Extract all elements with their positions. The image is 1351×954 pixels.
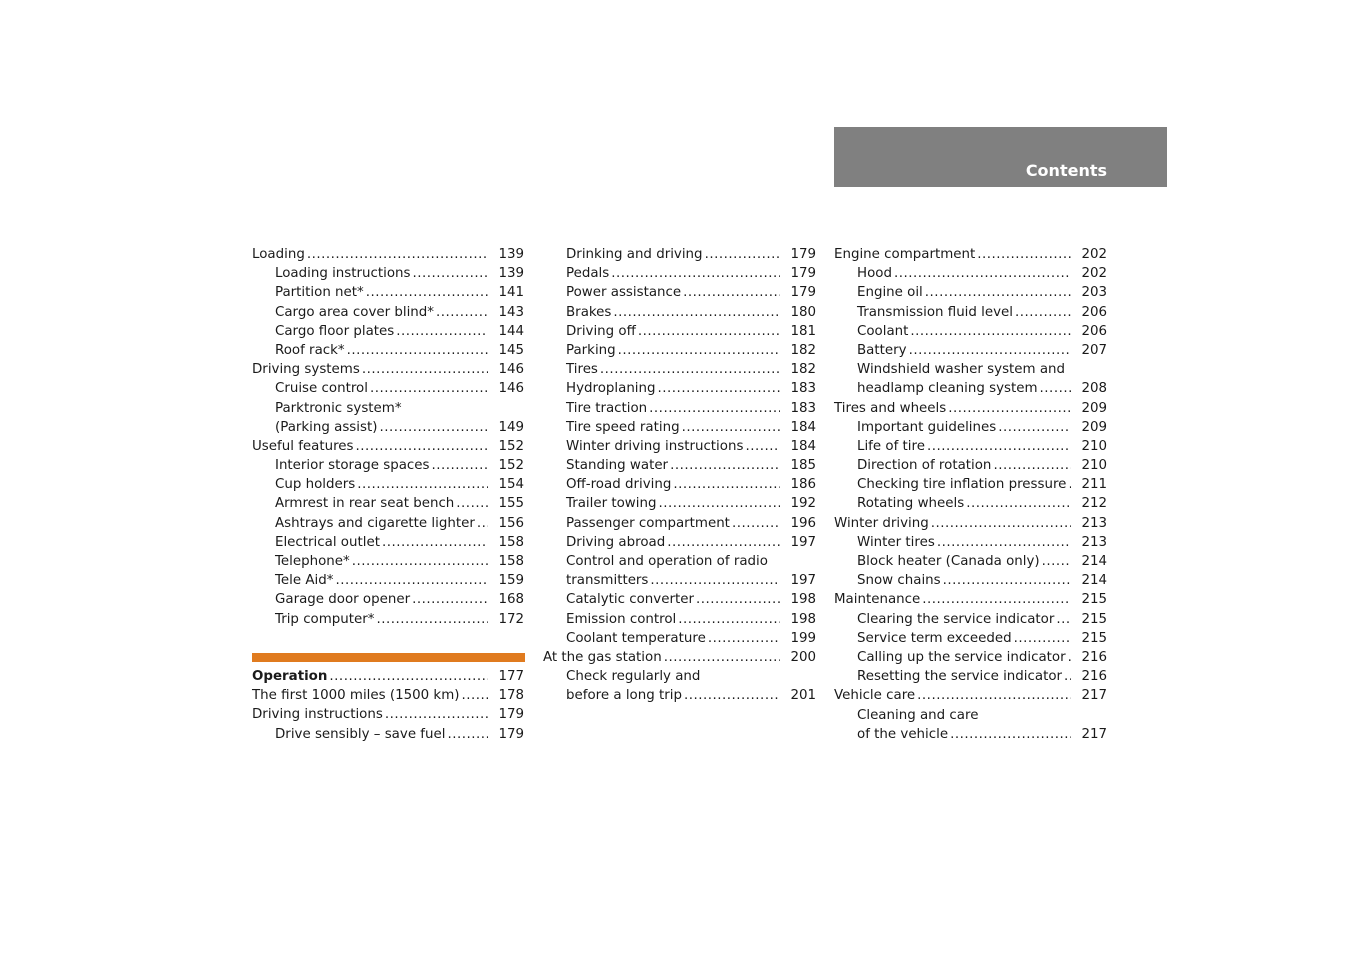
toc-entry-label: Interior storage spaces xyxy=(275,458,430,474)
toc-entry[interactable] xyxy=(543,686,816,705)
toc-entry-label: (Parking assist) xyxy=(275,419,378,435)
toc-entry[interactable] xyxy=(543,667,816,686)
leader-dots xyxy=(461,686,488,705)
toc-entry-page: 216 xyxy=(1081,649,1107,665)
leader-dots xyxy=(362,360,488,379)
toc-entry-page: 182 xyxy=(790,362,816,378)
leader-dots xyxy=(909,341,1071,360)
toc-entry-page: 159 xyxy=(498,573,524,589)
toc-entry[interactable] xyxy=(834,667,1107,686)
leader-dots xyxy=(977,245,1071,264)
toc-entry-label: Telephone* xyxy=(275,554,350,569)
toc-entry-page: 201 xyxy=(790,688,816,704)
leader-dots xyxy=(477,514,488,533)
toc-entry-label: Operation xyxy=(252,669,328,684)
toc-entry-page: 203 xyxy=(1081,285,1107,301)
toc-entry-label: At the gas station xyxy=(543,649,662,665)
toc-entry-label: Partition net* xyxy=(275,285,364,301)
leader-dots xyxy=(447,725,488,744)
toc-entry-page: 179 xyxy=(790,266,816,282)
leader-dots xyxy=(696,590,780,609)
toc-entry-label: Cruise control xyxy=(275,381,368,397)
toc-entry[interactable] xyxy=(834,590,1107,609)
toc-entry-page: 146 xyxy=(498,381,524,397)
toc-entry-page: 207 xyxy=(1081,342,1107,358)
toc-entry[interactable] xyxy=(834,456,1107,475)
toc-entry[interactable] xyxy=(834,322,1107,341)
leader-dots xyxy=(382,533,488,552)
toc-entry[interactable] xyxy=(543,264,816,283)
toc-entry-label: Resetting the service indicator xyxy=(857,669,1063,685)
toc-entry[interactable] xyxy=(252,705,524,724)
leader-dots xyxy=(966,494,1071,513)
toc-entry-page: 152 xyxy=(498,458,524,474)
toc-entry-label: Engine compartment xyxy=(834,247,976,262)
toc-entry-label: Cargo area cover blind* xyxy=(275,304,434,320)
toc-entry[interactable] xyxy=(252,571,524,590)
leader-dots xyxy=(927,437,1071,456)
toc-entry[interactable] xyxy=(834,283,1107,302)
toc-entry[interactable] xyxy=(834,264,1107,283)
leader-dots xyxy=(335,571,488,590)
toc-entry-label: Parktronic system* xyxy=(275,400,402,416)
toc-column-3 xyxy=(834,245,1107,744)
toc-entry[interactable] xyxy=(834,418,1107,437)
toc-entry-page: 179 xyxy=(498,726,524,742)
toc-entry-page: 158 xyxy=(498,554,524,569)
toc-entry[interactable] xyxy=(252,514,524,533)
toc-entry-page: 215 xyxy=(1081,611,1107,627)
toc-entry-page: 217 xyxy=(1081,688,1107,704)
toc-entry-label: Hood xyxy=(857,266,892,282)
header-bar xyxy=(834,127,1167,187)
toc-entry[interactable] xyxy=(834,437,1107,456)
toc-entry-page: 186 xyxy=(790,477,816,493)
toc-entry[interactable] xyxy=(834,514,1107,533)
toc-entry[interactable] xyxy=(252,552,524,571)
leader-dots xyxy=(379,418,488,437)
toc-entry-label: of the vehicle xyxy=(857,726,949,742)
toc-entry-page: 200 xyxy=(790,649,816,665)
toc-entry-label: Loading xyxy=(252,247,305,262)
toc-entry[interactable] xyxy=(834,648,1107,667)
toc-entry[interactable] xyxy=(252,399,524,418)
leader-dots xyxy=(1068,648,1071,667)
toc-entry-label: Rotating wheels xyxy=(857,496,965,512)
toc-entry-page: 182 xyxy=(790,342,816,358)
toc-entry-label: Parking xyxy=(566,342,616,358)
toc-entry[interactable] xyxy=(543,552,816,571)
toc-entry-page: 197 xyxy=(790,534,816,550)
toc-entry-label: Driving systems xyxy=(252,362,360,378)
toc-entry-page: 215 xyxy=(1081,592,1107,608)
toc-entry-page: 197 xyxy=(790,573,816,589)
toc-entry[interactable] xyxy=(543,341,816,360)
toc-entry[interactable] xyxy=(834,533,1107,552)
leader-dots xyxy=(600,360,780,379)
toc-entry-page: 172 xyxy=(498,611,524,627)
leader-dots xyxy=(1056,610,1071,629)
toc-entry-label: Trailer towing xyxy=(566,496,657,512)
toc-entry-page: 146 xyxy=(498,362,524,378)
toc-entry-page: 180 xyxy=(790,304,816,320)
toc-entry[interactable] xyxy=(834,686,1107,705)
toc-entry-page: 181 xyxy=(790,323,816,339)
toc-column-2 xyxy=(543,245,816,706)
leader-dots xyxy=(667,533,780,552)
leader-dots xyxy=(650,571,780,590)
toc-entry-label: Clearing the service indicator xyxy=(857,611,1055,627)
toc-entry[interactable] xyxy=(252,725,524,744)
toc-entry[interactable] xyxy=(252,456,524,475)
toc-entry[interactable] xyxy=(252,437,524,456)
leader-dots xyxy=(352,552,488,571)
leader-dots xyxy=(413,264,488,283)
toc-entry-page: 199 xyxy=(790,630,816,646)
toc-entry-page: 214 xyxy=(1081,554,1107,569)
toc-entry[interactable] xyxy=(543,629,816,648)
toc-entry-label: Drinking and driving xyxy=(566,247,703,262)
toc-entry-label: before a long trip xyxy=(566,688,682,704)
toc-entry[interactable] xyxy=(543,648,816,667)
toc-entry-label: Engine oil xyxy=(857,285,923,301)
toc-entry-label: Tire traction xyxy=(566,400,648,416)
leader-dots xyxy=(370,379,488,398)
toc-entry[interactable] xyxy=(834,571,1107,590)
toc-entry-label: Electrical outlet xyxy=(275,534,380,550)
toc-entry[interactable] xyxy=(834,341,1107,360)
toc-entry-page: 192 xyxy=(790,496,816,512)
leader-dots xyxy=(412,590,488,609)
toc-entry-label: Loading instructions xyxy=(275,266,411,282)
toc-entry-label: Snow chains xyxy=(857,573,941,589)
toc-entry-label: Tele Aid* xyxy=(275,573,334,589)
toc-entry-label: The first 1000 miles (1500 km) xyxy=(252,688,460,704)
toc-entry-label: Cargo floor plates xyxy=(275,323,395,339)
toc-entry-page: 216 xyxy=(1081,669,1107,685)
leader-dots xyxy=(1068,475,1071,494)
toc-entry-page: 139 xyxy=(498,266,524,282)
toc-entry[interactable] xyxy=(543,494,816,513)
leader-dots xyxy=(1014,629,1071,648)
leader-dots xyxy=(1015,303,1071,322)
toc-entry-page: 149 xyxy=(498,419,524,435)
toc-entry-label: Garage door opener xyxy=(275,592,411,608)
toc-entry-label: headlamp cleaning system xyxy=(857,381,1038,397)
toc-entry[interactable] xyxy=(252,610,524,629)
toc-entry-label: Winter tires xyxy=(857,534,935,550)
toc-entry-label: Coolant temperature xyxy=(566,630,706,646)
toc-entry-label: Coolant xyxy=(857,323,909,339)
toc-entry-label: Power assistance xyxy=(566,285,682,301)
leader-dots xyxy=(705,245,780,264)
toc-entry-page: 202 xyxy=(1081,266,1107,282)
leader-dots xyxy=(682,418,780,437)
toc-entry[interactable] xyxy=(834,494,1107,513)
toc-entry-label: Passenger compartment xyxy=(566,515,730,531)
toc-entry-label: Maintenance xyxy=(834,592,921,608)
toc-entry-label: Block heater (Canada only) xyxy=(857,554,1040,569)
toc-entry-label: Vehicle care xyxy=(834,688,916,704)
leader-dots xyxy=(931,514,1071,533)
toc-entry-label: Driving off xyxy=(566,323,636,339)
toc-entry-page: 210 xyxy=(1081,438,1107,454)
toc-entry-page: 144 xyxy=(498,323,524,339)
toc-entry-page: 217 xyxy=(1081,726,1107,742)
toc-entry-page: 184 xyxy=(790,419,816,435)
toc-entry-label: Transmission fluid level xyxy=(857,304,1013,320)
toc-entry[interactable] xyxy=(543,610,816,629)
toc-entry[interactable] xyxy=(834,379,1107,398)
toc-entry[interactable] xyxy=(252,475,524,494)
leader-dots xyxy=(385,705,488,724)
toc-entry-page: 139 xyxy=(498,247,524,262)
toc-entry[interactable] xyxy=(834,725,1107,744)
toc-entry-page: 185 xyxy=(790,458,816,474)
leader-dots xyxy=(917,686,1071,705)
toc-entry-label: Service term exceeded xyxy=(857,630,1012,646)
toc-entry[interactable] xyxy=(834,629,1107,648)
toc-entry-page: 143 xyxy=(498,304,524,320)
toc-entry-label: Pedals xyxy=(566,266,610,282)
toc-entry[interactable] xyxy=(252,360,524,379)
leader-dots xyxy=(658,379,780,398)
toc-entry-page: 209 xyxy=(1081,400,1107,416)
toc-entry[interactable] xyxy=(252,533,524,552)
toc-entry[interactable] xyxy=(834,245,1107,264)
toc-entry[interactable] xyxy=(252,418,524,437)
toc-entry-page: 141 xyxy=(498,285,524,301)
toc-entry-page: 152 xyxy=(498,438,524,454)
toc-entry-label: Checking tire inflation pressure xyxy=(857,477,1067,493)
toc-entry-page: 178 xyxy=(498,688,524,704)
leader-dots xyxy=(357,475,488,494)
toc-entry-label: Life of tire xyxy=(857,438,925,454)
toc-entry[interactable] xyxy=(834,610,1107,629)
toc-entry-label: Drive sensibly – save fuel xyxy=(275,726,446,742)
toc-entry-label: Driving instructions xyxy=(252,707,383,723)
toc-entry-label: Direction of rotation xyxy=(857,458,992,474)
leader-dots xyxy=(396,322,488,341)
toc-entry[interactable] xyxy=(543,360,816,379)
toc-column-1 xyxy=(252,245,524,629)
toc-entry-label: Driving abroad xyxy=(566,534,666,550)
toc-entry[interactable] xyxy=(834,399,1107,418)
leader-dots xyxy=(993,456,1071,475)
toc-entry-page: 183 xyxy=(790,400,816,416)
toc-entry[interactable] xyxy=(543,456,816,475)
toc-entry-page: 215 xyxy=(1081,630,1107,646)
leader-dots xyxy=(611,264,780,283)
leader-dots xyxy=(683,283,780,302)
toc-entry-page: 179 xyxy=(498,707,524,723)
leader-dots xyxy=(347,341,488,360)
toc-entry-page: 177 xyxy=(498,669,524,684)
toc-entry-label: Control and operation of radio xyxy=(566,554,768,569)
toc-entry-label: Cup holders xyxy=(275,477,356,493)
toc-entry-page: 211 xyxy=(1081,477,1107,493)
toc-entry[interactable] xyxy=(252,341,524,360)
toc-entry[interactable] xyxy=(834,706,1107,725)
leader-dots xyxy=(673,475,780,494)
toc-entry-page: 213 xyxy=(1081,534,1107,550)
leader-dots xyxy=(922,590,1071,609)
toc-entry-label: Brakes xyxy=(566,304,612,320)
toc-entry[interactable] xyxy=(834,360,1107,379)
toc-entry[interactable] xyxy=(543,571,816,590)
toc-entry[interactable] xyxy=(252,686,524,705)
toc-entry[interactable] xyxy=(252,379,524,398)
leader-dots xyxy=(436,303,488,322)
leader-dots xyxy=(376,610,488,629)
toc-entry-label: Ashtrays and cigarette lighter xyxy=(275,515,475,531)
leader-dots xyxy=(950,725,1071,744)
toc-entry-page: 208 xyxy=(1081,381,1107,397)
toc-entry[interactable] xyxy=(834,552,1107,571)
toc-entry[interactable] xyxy=(834,303,1107,322)
toc-entry-page: 168 xyxy=(498,592,524,608)
toc-entry-page: 212 xyxy=(1081,496,1107,512)
toc-entry-page: 206 xyxy=(1081,323,1107,339)
toc-entry[interactable] xyxy=(834,475,1107,494)
leader-dots xyxy=(649,399,780,418)
toc-entry-page: 209 xyxy=(1081,419,1107,435)
leader-dots xyxy=(745,437,780,456)
toc-entry-label: Trip computer* xyxy=(275,611,375,627)
toc-entry-page: 184 xyxy=(790,438,816,454)
toc-entry-label: Armrest in rear seat bench xyxy=(275,496,455,512)
toc-entry-page: 156 xyxy=(498,515,524,531)
toc-entry-label: transmitters xyxy=(566,573,649,589)
toc-entry[interactable] xyxy=(252,322,524,341)
leader-dots xyxy=(894,264,1071,283)
toc-entry[interactable] xyxy=(543,379,816,398)
leader-dots xyxy=(678,610,780,629)
toc-entry[interactable] xyxy=(543,322,816,341)
toc-entry-label: Winter driving xyxy=(834,515,929,531)
leader-dots xyxy=(937,533,1071,552)
leader-dots xyxy=(1042,552,1071,571)
leader-dots xyxy=(925,283,1071,302)
leader-dots xyxy=(948,399,1071,418)
toc-entry-label: Windshield washer system and xyxy=(857,362,1066,378)
leader-dots xyxy=(910,322,1071,341)
toc-entry-page: 198 xyxy=(790,592,816,608)
toc-entry[interactable] xyxy=(543,533,816,552)
toc-entry-label: Off-road driving xyxy=(566,477,672,493)
toc-entry[interactable] xyxy=(252,667,524,686)
toc-entry-label: Tires xyxy=(566,362,598,378)
toc-entry[interactable] xyxy=(252,245,524,264)
toc-entry[interactable] xyxy=(543,418,816,437)
toc-entry-page: 206 xyxy=(1081,304,1107,320)
toc-entry[interactable] xyxy=(543,283,816,302)
toc-entry[interactable] xyxy=(543,437,816,456)
leader-dots xyxy=(613,303,780,322)
leader-dots xyxy=(329,667,488,686)
toc-entry-label: Emission control xyxy=(566,611,677,627)
toc-entry[interactable] xyxy=(543,399,816,418)
toc-entry-label: Hydroplaning xyxy=(566,381,656,397)
toc-entry[interactable] xyxy=(543,514,816,533)
leader-dots xyxy=(684,686,780,705)
toc-entry-page: 145 xyxy=(498,342,524,358)
leader-dots xyxy=(618,341,780,360)
leader-dots xyxy=(943,571,1071,590)
toc-entry[interactable] xyxy=(252,264,524,283)
leader-dots xyxy=(307,245,488,264)
toc-entry-page: 202 xyxy=(1081,247,1107,262)
leader-dots xyxy=(432,456,489,475)
toc-entry-page: 213 xyxy=(1081,515,1107,531)
toc-entry[interactable] xyxy=(543,475,816,494)
toc-entry-page: 179 xyxy=(790,247,816,262)
toc-entry-label: Battery xyxy=(857,342,907,358)
leader-dots xyxy=(664,648,780,667)
toc-entry-label: Calling up the service indicator xyxy=(857,649,1066,665)
leader-dots xyxy=(708,629,780,648)
toc-entry-page: 210 xyxy=(1081,458,1107,474)
leader-dots xyxy=(356,437,488,456)
toc-entry-label: Roof rack* xyxy=(275,342,345,358)
toc-entry[interactable] xyxy=(252,590,524,609)
toc-entry-page: 179 xyxy=(790,285,816,301)
leader-dots xyxy=(998,418,1071,437)
toc-entry-page: 154 xyxy=(498,477,524,493)
leader-dots xyxy=(638,322,780,341)
leader-dots xyxy=(456,494,488,513)
toc-entry[interactable] xyxy=(543,245,816,264)
toc-entry-label: Catalytic converter xyxy=(566,592,694,608)
toc-entry-page: 183 xyxy=(790,381,816,397)
page-title: Contents xyxy=(1025,161,1107,180)
toc-entry-label: Tire speed rating xyxy=(566,419,680,435)
toc-entry-label: Cleaning and care xyxy=(857,707,979,723)
toc-column-1-operation xyxy=(252,667,524,744)
toc-entry-label: Winter driving instructions xyxy=(566,438,744,454)
toc-entry[interactable] xyxy=(252,303,524,322)
toc-entry-page: 196 xyxy=(790,515,816,531)
toc-entry-label: Standing water xyxy=(566,458,669,474)
leader-dots xyxy=(658,494,780,513)
toc-entry-label: Tires and wheels xyxy=(834,400,947,416)
toc-entry-label: Useful features xyxy=(252,438,354,454)
toc-entry-page: 155 xyxy=(498,496,524,512)
toc-entry[interactable] xyxy=(543,303,816,322)
section-divider-bar xyxy=(252,653,525,662)
toc-entry-label: Check regularly and xyxy=(566,669,701,685)
leader-dots xyxy=(1040,379,1071,398)
toc-entry-label: Important guidelines xyxy=(857,419,997,435)
leader-dots xyxy=(1064,667,1071,686)
toc-entry[interactable] xyxy=(252,283,524,302)
toc-entry[interactable] xyxy=(543,590,816,609)
toc-entry-page: 198 xyxy=(790,611,816,627)
toc-entry-page: 158 xyxy=(498,534,524,550)
toc-entry[interactable] xyxy=(252,494,524,513)
toc-entry-page: 214 xyxy=(1081,573,1107,589)
leader-dots xyxy=(366,283,488,302)
leader-dots xyxy=(732,514,780,533)
leader-dots xyxy=(670,456,780,475)
